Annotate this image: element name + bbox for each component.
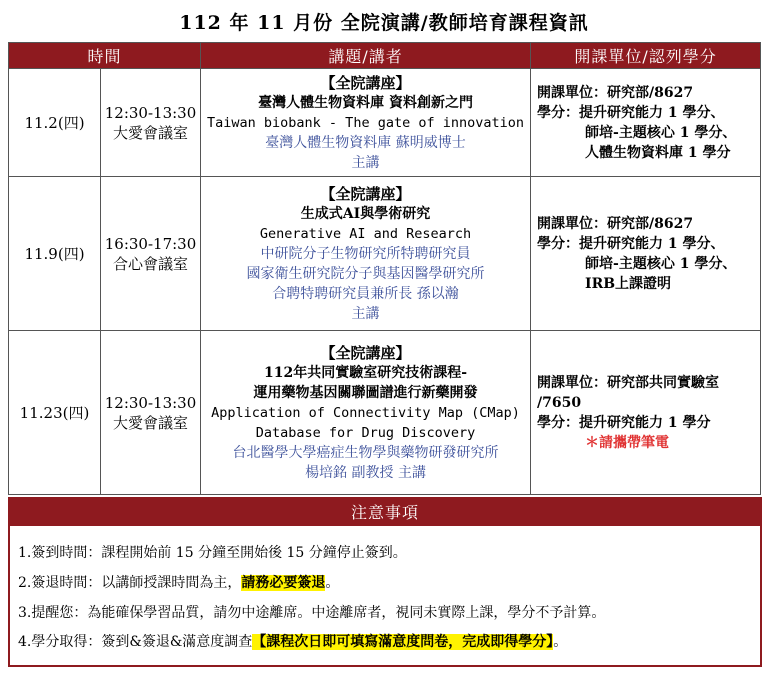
speaker: 臺灣人體生物資料庫 蘇明威博士: [265, 134, 466, 151]
note-reminder: 3.提醒您：為能確保學習品質，請勿中途離席。中途離席者，視同未實際上課，學分不予計算。: [18, 605, 606, 621]
speaker: 國家衛生研究院分子與基因醫學研究所: [246, 265, 485, 282]
table-row: [9, 69, 761, 177]
table-row: [9, 331, 761, 495]
topic-title-en: Generative AI and Research: [259, 225, 472, 242]
header-unit: 開課單位/認列學分: [531, 43, 761, 69]
topic-cell: [201, 69, 531, 177]
time-place-cell: [101, 69, 201, 177]
credit-line: 學分：提升研究能力 1 學分、: [537, 104, 725, 121]
place: 大愛會議室: [113, 413, 189, 432]
topic-title-en: Application of Connectivity Map (CMap): [211, 404, 520, 421]
place: 合心會議室: [113, 254, 189, 273]
header-topic: 講題/講者: [201, 43, 531, 69]
unit-cell: [531, 331, 761, 495]
speaker: 台北醫學大學癌症生物學與藥物研發研究所: [232, 444, 499, 461]
time-place-cell: [101, 331, 201, 495]
header-time: 時間: [9, 43, 201, 69]
speaker: 合聘特聘研究員兼所長 孫以瀚: [272, 285, 459, 302]
table-row: [9, 177, 761, 331]
page-title: 112 年 11 月份 全院演講/教師培育課程資訊: [179, 12, 589, 34]
host-label: 主講: [351, 305, 380, 322]
topic-title-en: Database for Drug Discovery: [255, 424, 476, 441]
notes-heading: 注意事項: [10, 499, 760, 526]
topic-cell: [201, 331, 531, 495]
note-signout: [18, 572, 339, 592]
topic-title-zh: 臺灣人體生物資料庫 資料創新之門: [258, 94, 473, 111]
note-credit: [18, 631, 567, 651]
speaker: 楊培銘 副教授 主講: [305, 464, 426, 481]
unit-line: 開課單位：研究部/8627: [537, 215, 694, 232]
note-signin: 1.簽到時間：課程開始前 15 分鐘至開始後 15 分鐘停止簽到。: [18, 545, 407, 561]
note-text: 4.學分取得：簽到&簽退&滿意度調查: [18, 634, 253, 650]
lecture-type: 【全院講座】: [320, 184, 411, 203]
place: 大愛會議室: [113, 123, 189, 142]
topic-title-zh: 112年共同實驗室研究技術課程-: [263, 364, 468, 381]
unit-line: 開課單位：研究部/8627: [537, 84, 694, 101]
topic-title-zh: 運用藥物基因關聯圖譜進行新藥開發: [253, 384, 478, 401]
time: 16:30-17:30: [104, 234, 197, 253]
note-text: 2.簽退時間：以講師授課時間為主，: [18, 575, 242, 591]
unit-line-cont: /7650: [537, 394, 582, 411]
date-cell: 11.2(四): [9, 69, 101, 177]
note-text: 。: [325, 575, 340, 591]
credit-line: 學分：提升研究能力 1 學分: [537, 414, 711, 431]
topic-cell: [201, 177, 531, 331]
date-cell: 11.9(四): [9, 177, 101, 331]
note-highlight: 【課程次日即可填寫滿意度問卷，完成即得學分】: [252, 634, 554, 650]
table-header-row: [9, 43, 761, 69]
topic-title-zh: 生成式AI與學術研究: [300, 205, 431, 222]
unit-cell: [531, 69, 761, 177]
credit-line: IRB上課證明: [585, 275, 672, 292]
host-label: 主講: [351, 154, 380, 171]
lecture-type: 【全院講座】: [320, 73, 411, 92]
time: 12:30-13:30: [104, 393, 197, 412]
unit-cell: [531, 177, 761, 331]
credit-line: 學分：提升研究能力 1 學分、: [537, 235, 725, 252]
laptop-reminder: ＊請攜帶筆電: [585, 434, 670, 451]
credit-line: 師培-主題核心 1 學分、: [585, 255, 737, 272]
schedule-table: [8, 42, 761, 495]
credit-line: 師培-主題核心 1 學分、: [585, 124, 737, 141]
date-cell: 11.23(四): [9, 331, 101, 495]
time-place-cell: [101, 177, 201, 331]
note-text: 。: [553, 634, 568, 650]
lecture-type: 【全院講座】: [320, 343, 411, 362]
topic-title-en: Taiwan biobank - The gate of innovation: [207, 114, 524, 131]
time: 12:30-13:30: [104, 103, 197, 122]
notes-box: [8, 497, 762, 667]
note-highlight: 請務必要簽退: [241, 575, 326, 591]
unit-line: 開課單位：研究部共同實驗室: [537, 374, 720, 391]
speaker: 中研院分子生物研究所特聘研究員: [260, 245, 471, 262]
credit-line: 人體生物資料庫 1 學分: [585, 144, 731, 161]
